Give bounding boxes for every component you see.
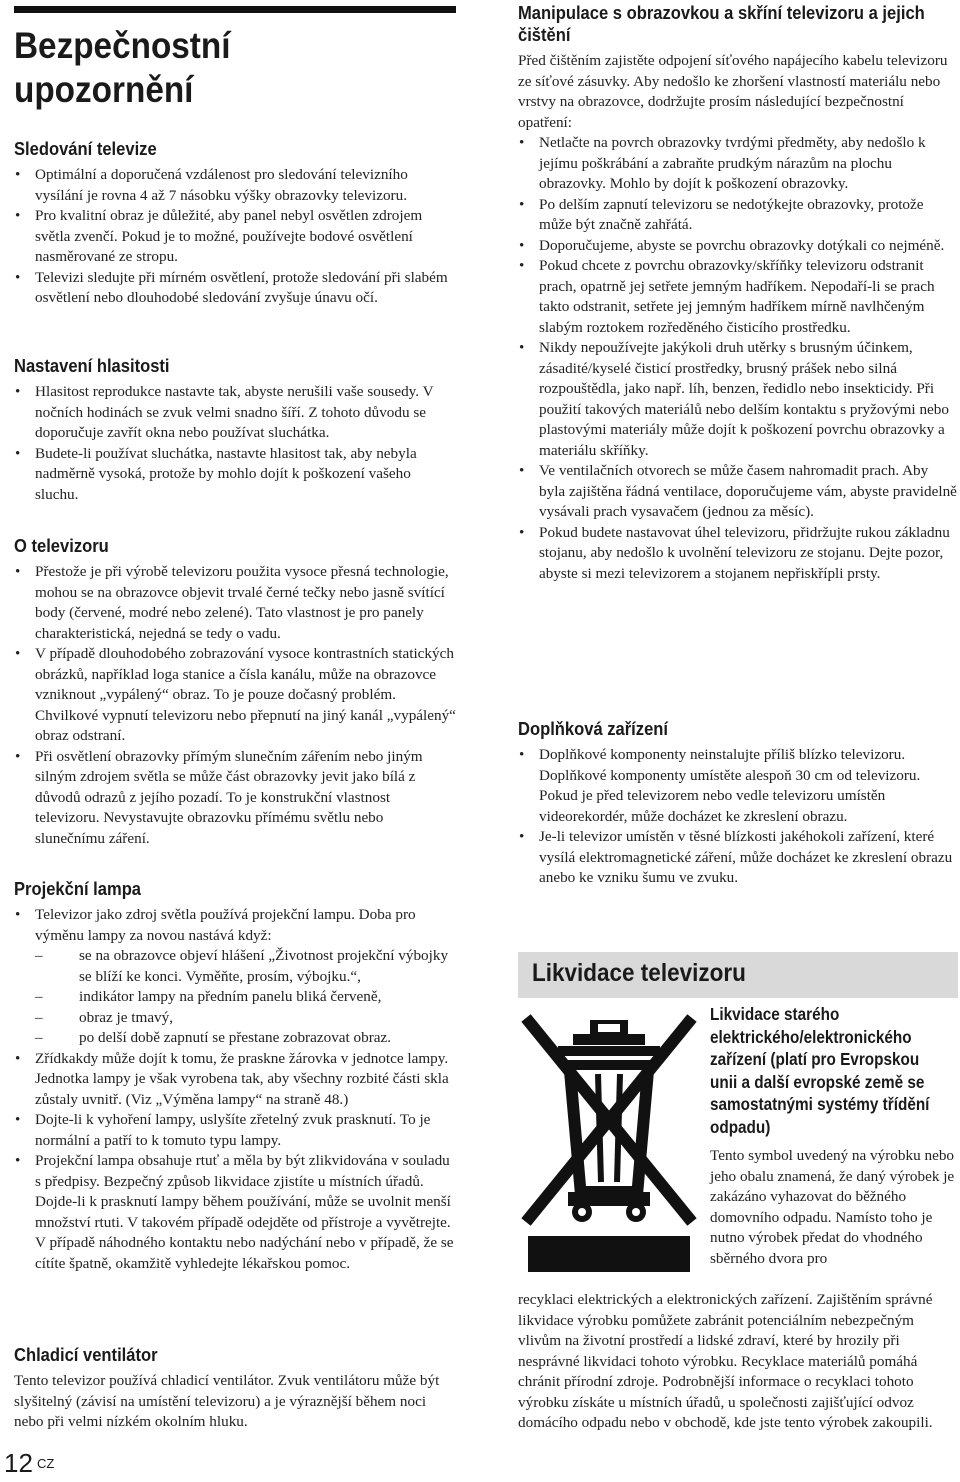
- list-item: • Dojte-li k vyhoření lampy, uslyšíte zřetelný zvuk prasknutí. To je normální a patří to k tomuto typu lampy.: [14, 1110, 456, 1151]
- dash-glyph: –: [35, 1029, 43, 1046]
- section-heading: Nastavení hlasitosti: [14, 356, 170, 376]
- section-fan: [14, 1344, 456, 1433]
- bullet-list: [518, 745, 958, 889]
- list-item: • Projekční lampa obsahuje rtuť a měla by být zlikvidována v souladu s předpisy. Bezpečný způsob likvidace zjistíte u místních úřadů. Dojde-li k prasknutí lampy během používání, může se uvolnit menší množství rtuti. V takovém případě odejděte od přístroje a vyvětrejte. V případě náhodného kontaktu nebo nadýchání nebo v případě, že se cítíte špatně, okamžitě vyhledejte lékařskou pomoc.: [14, 1151, 456, 1274]
- bullet-list: [518, 133, 958, 584]
- disposal-subheading: Likvidace starého elektrického/elektronického zařízení (platí pro Evropskou unii a další evropské země se samostatnými systémy třídění odpadu): [710, 1004, 930, 1137]
- dash-glyph: –: [35, 947, 43, 964]
- section-optional: [518, 718, 958, 889]
- list-item: • Doplňkové komponenty neinstalujte příliš blízko televizoru. Doplňkové komponenty umístěte alespoň 30 cm od televizoru. Pokud je před televizorem nebo vedle televizoru umístěn videorekordér, může docházet ke zkreslení obrazu.: [518, 745, 958, 827]
- paragraph: Tento televizor používá chladicí ventilátor. Zvuk ventilátoru může být slyšitelný (závisí na umístění televizoru) a je výraznější během noci nebo při velmi nízkém okolním hluku.: [14, 1372, 440, 1430]
- list-item: • Při osvětlení obrazovky přímým slunečním zářením nebo jiným silným zdrojem světla se může část obrazovky jevit jako bílá z důvodů odrazů z jejího pozadí. To je konstrukční vlastnost televizoru. Nevystavujte obrazovku přímému světlu nebo slunečnímu záření.: [14, 747, 456, 850]
- list-item: • Hlasitost reprodukce nastavte tak, abyste nerušili vaše sousedy. V nočních hodinách se zvuk velmi snadno šíří. Z tohoto důvodu se doporučuje zavřít okna nebo používat sluchátka.: [14, 382, 456, 444]
- section-heading: Manipulace s obrazovkou a skříní televizoru a jejich čištění: [518, 3, 925, 45]
- list-item: • Doporučujeme, abyste se povrchu obrazovky dotýkali co nejméně.: [518, 236, 958, 257]
- section-heading: Projekční lampa: [14, 879, 142, 899]
- bullet-list: [14, 905, 456, 1274]
- list-item: [14, 905, 456, 1049]
- section-heading: Doplňková zařízení: [518, 719, 669, 739]
- dash-text: obraz je tmavý,: [79, 1008, 174, 1026]
- list-item: • Netlačte na povrch obrazovky tvrdými předměty, aby nedošlo k jejímu poškrábání a zabraňte prudkým nárazům na plochu obrazovky. Mohlo by dojít k poškození obrazovky.: [518, 133, 958, 195]
- section-watching: [14, 138, 456, 309]
- weee-bin-graphic: [518, 1010, 700, 1280]
- list-item: • Pokud chcete z povrchu obrazovky/skříňky televizoru odstranit prach, opatrně jej setřete jemným hadříkem. Nepodaří-li se prach takto odstranit, setřete jej jemným hadříkem mírně navlhčeným slabým roztokem rozředěného čisticího prostředku.: [518, 256, 958, 338]
- list-item-text: Televizor jako zdroj světla používá projekční lampu. Doba pro výměnu lampy za novou nastává když:: [35, 906, 416, 944]
- bullet-list: [14, 382, 456, 505]
- dash-glyph: –: [35, 988, 43, 1005]
- list-item: • Optimální a doporučená vzdálenost pro sledování televizního vysílání je rovna 4 až 7 násobku výšky obrazovky televizoru.: [14, 165, 456, 206]
- disposal-banner: [518, 952, 958, 998]
- list-item: • V případě dlouhodobého zobrazování vysoce kontrastních statických obrázků, například loga stanice a čísla kanálu, může na obrazovce vzniknout „vypálený“ obraz. To je pouze dočasný problém. Chvilkové vypnutí televizoru nebo přepnutí na jiný kanál „vypálený“ obraz odstraní.: [14, 644, 456, 747]
- dash-text: se na obrazovce objeví hlášení „Životnost projekční výbojky se blíží ke konci. Vyměňte, prosím, výbojku.“,: [79, 947, 449, 985]
- section-volume: [14, 355, 456, 505]
- list-item: • Budete-li používat sluchátka, nastavte hlasitost tak, aby nebyla nadměrně vysoká, protože by mohlo dojít k poškození vašeho sluchu.: [14, 444, 456, 506]
- paragraph: Před čištěním zajistěte odpojení síťového napájecího kabelu televizoru ze síťové zásuvky. Aby nedošlo ke zhoršení vlastností materiálu nebo vrstvy na obrazovce, dodržujte prosím následující bezpečnostní opatření:: [518, 52, 948, 131]
- top-rule: [14, 6, 456, 13]
- list-item: • Je-li televizor umístěn v těsné blízkosti jakéhokoli zařízení, které vysílá elektromagnetické záření, může docházet ke zkreslení obrazu anebo ke vzniku šumu ve zvuku.: [518, 827, 958, 889]
- list-item: • Nikdy nepoužívejte jakýkoli druh utěrky s brusným účinkem, zásadité/kyselé čisticí prostředky, brusný prášek nebo silná rozpouštědla, jako např. líh, benzen, ředidlo nebo insekticidy. Při použití takových materiálů nebo delším kontaktu s pryžovými nebo plastovými materiály může dojít k poškození povrchu obrazovky a materiálu skříňky.: [518, 338, 958, 461]
- dash-item: [35, 1028, 456, 1049]
- dash-item: [35, 946, 456, 987]
- section-cleaning: [518, 2, 958, 584]
- disposal-text-wrap: Tento symbol uvedený na výrobku nebo jeho obalu znamená, že daný výrobek je zakázáno vyhazovat do běžného domovního odpadu. Namísto toho je nutno výrobek předat do vhodného sběrného dvora pro: [710, 1147, 955, 1267]
- bullet-list: [14, 165, 456, 309]
- banner-title: Likvidace televizoru: [532, 959, 746, 987]
- list-item: • Televizi sledujte při mírném osvětlení, protože sledování při slabém osvětlení nebo dlouhodobé sledování zvyšuje únavu očí.: [14, 268, 456, 309]
- page-title: Bezpečnostní upozornění: [14, 25, 231, 110]
- language-code: CZ: [37, 1456, 55, 1471]
- disposal-text: recyklaci elektrických a elektronických zařízení. Zajištěním správné likvidace výrobku pomůžete zabránit potenciálním nebezpečným vlivům na životní prostředí a lidské zdraví, které by hrozily při nesprávné likvidaci tohoto výrobku. Recyklace materiálů pomáhá chránit přírodní zdroje. Podrobnější informace o recyklaci tohoto výrobku získáte u místních úřadů, u společnosti zajišťující odvoz domácího odpadu nebo v obchodě, kde jste tento výrobek zakoupili.: [518, 1291, 933, 1431]
- dash-list: [35, 946, 456, 1049]
- page-number: 12: [4, 1448, 33, 1478]
- section-heading: O televizoru: [14, 536, 109, 556]
- dash-text: indikátor lampy na předním panelu bliká červeně,: [79, 988, 382, 1005]
- list-item: • Po delším zapnutí televizoru se nedotýkejte obrazovky, protože může být značně zahřátá.: [518, 195, 958, 236]
- dash-item: [35, 1008, 456, 1029]
- dash-text: po delší době zapnutí se přestane zobrazovat obraz.: [79, 1029, 392, 1046]
- list-item: • Pokud budete nastavovat úhel televizoru, přidržujte rukou základnu stojanu, aby nedošlo k uvolnění televizoru ze stojanu. Dejte pozor, abyste si mezi televizorem a stojanem nepřiskřípli prsty.: [518, 523, 958, 585]
- list-item: • Zřídkakdy může dojít k tomu, že praskne žárovka v jednotce lampy. Jednotka lampy je však vyrobena tak, aby všechny rozbité části skla zůstaly uvnitř. (Viz „Výměna lampy“ na straně 48.): [14, 1049, 456, 1111]
- section-heading: Sledování televize: [14, 139, 157, 159]
- list-item: • Ve ventilačních otvorech se může časem nahromadit prach. Aby byla zajištěna řádná ventilace, doporučujeme vám, abyste pravidelně vysávali prach vysavačem (jednou za měsíc).: [518, 461, 958, 523]
- bullet-list: [14, 562, 456, 849]
- dash-item: [35, 987, 456, 1008]
- section-about-tv: [14, 535, 456, 849]
- weee-bin-icon: [518, 1010, 700, 1280]
- section-lamp: [14, 878, 456, 1274]
- section-heading: Chladicí ventilátor: [14, 1345, 158, 1365]
- list-item: • Pro kvalitní obraz je důležité, aby panel nebyl osvětlen zdrojem světla zvenčí. Pokud je to možné, používejte bodové osvětlení nasměrované ze stropu.: [14, 206, 456, 268]
- list-item: • Přestože je při výrobě televizoru použita vysoce přesná technologie, mohou se na obrazovce objevit trvalé černé tečky nebo jasně svítící body (červené, modré nebo zelené). Tato vlastnost je pro panely charakteristická, nejedná se tedy o vadu.: [14, 562, 456, 644]
- dash-glyph: –: [35, 1008, 43, 1026]
